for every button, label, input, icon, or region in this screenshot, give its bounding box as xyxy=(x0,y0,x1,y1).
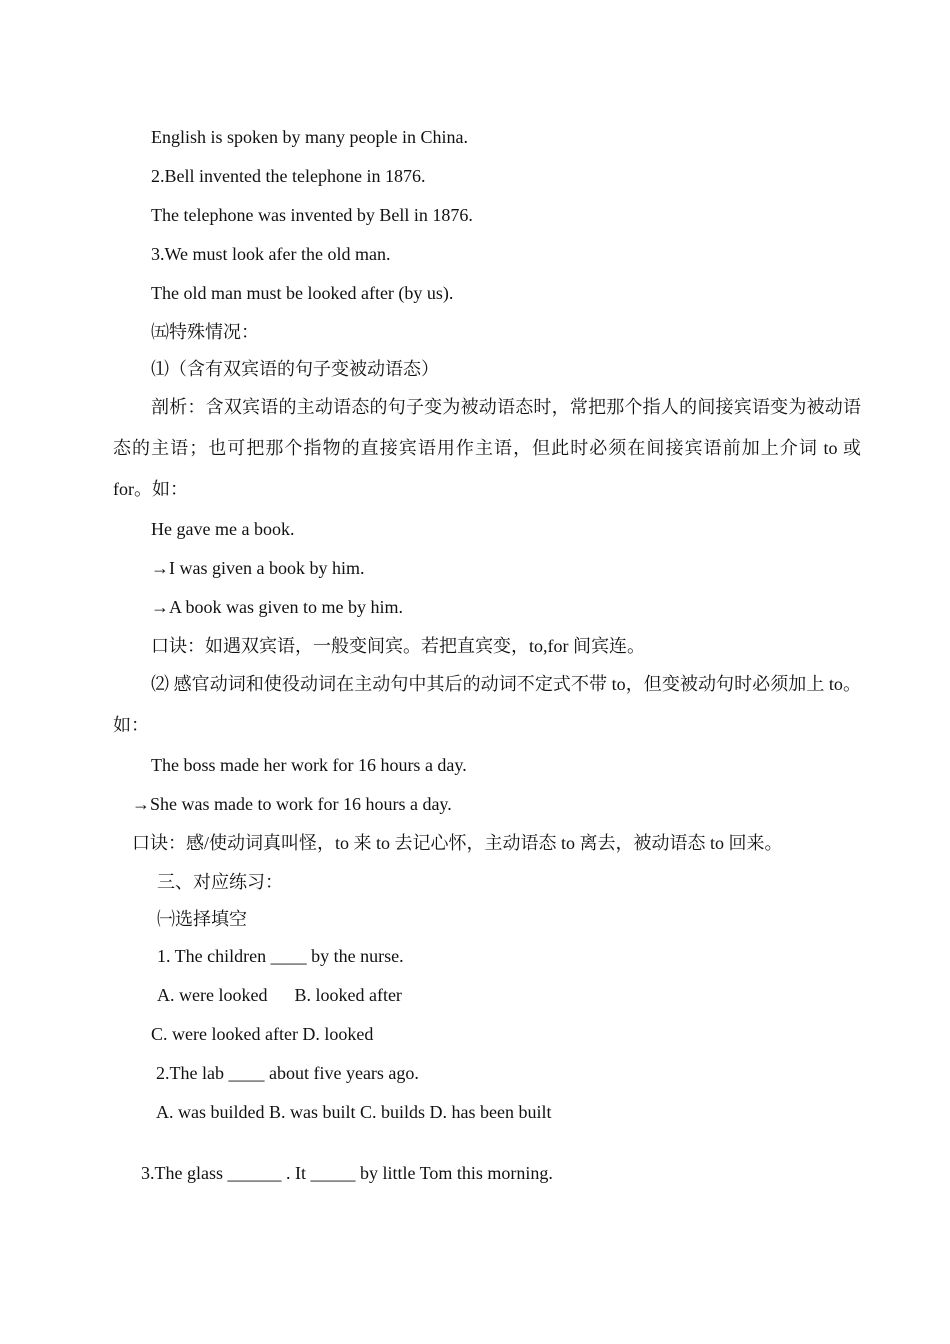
mnemonic-2: 口诀：感/使动词真叫怪，to 来 to 去记心怀，主动语态 to 离去，被动语态 to 回来。 xyxy=(132,833,783,853)
sentence-example-8: →A book was given to me by him. xyxy=(151,597,403,617)
sentence-example-5: The old man must be looked after (by us). xyxy=(151,283,454,303)
question-1-options-a-b: A. were looked B. looked after xyxy=(157,985,402,1005)
sentence-example-10: →She was made to work for 16 hours a day. xyxy=(132,794,452,814)
question-2-options: A. was builded B. was built C. builds D. has been built xyxy=(156,1102,552,1122)
sentence-example-6: He gave me a book. xyxy=(151,519,295,539)
question-1: 1. The children ____ by the nurse. xyxy=(157,946,404,966)
sentence-example-2: 2.Bell invented the telephone in 1876. xyxy=(151,166,426,186)
section-heading-special-cases: ㈤特殊情况： xyxy=(151,322,259,342)
subheading-double-object: ⑴（含有双宾语的句子变被动语态） xyxy=(151,359,439,379)
causative-paragraph: ⑵ 感官动词和使役动词在主动句中其后的动词不定式不带 to，但变被动句时必须加上 to。如： xyxy=(113,674,861,735)
sentence-example-4: 3.We must look afer the old man. xyxy=(151,244,391,264)
sentence-example-7: →I was given a book by him. xyxy=(151,558,365,578)
mnemonic-1: 口诀：如遇双宾语，一般变间宾。若把直宾变，to,for 间宾连。 xyxy=(151,636,645,656)
sentence-example-1: English is spoken by many people in China. xyxy=(151,127,468,147)
sentence-example-9: The boss made her work for 16 hours a day. xyxy=(151,755,467,775)
analysis-paragraph: 剖析：含双宾语的主动语态的句子变为被动语态时，常把那个指人的间接宾语变为被动语态的主语；也可把那个指物的直接宾语用作主语，但此时必须在间接宾语前加上介词 to 或 for。如： xyxy=(113,397,861,499)
section-heading-exercises: 三、对应练习： xyxy=(157,872,283,892)
subheading-multiple-choice: ㈠选择填空 xyxy=(157,909,247,929)
question-1-options-c-d: C. were looked after D. looked xyxy=(151,1024,374,1044)
sentence-example-3: The telephone was invented by Bell in 1876. xyxy=(151,205,473,225)
question-3: 3.The glass ______ . It _____ by little Tom this morning. xyxy=(141,1163,553,1183)
question-2: 2.The lab ____ about five years ago. xyxy=(156,1063,419,1083)
